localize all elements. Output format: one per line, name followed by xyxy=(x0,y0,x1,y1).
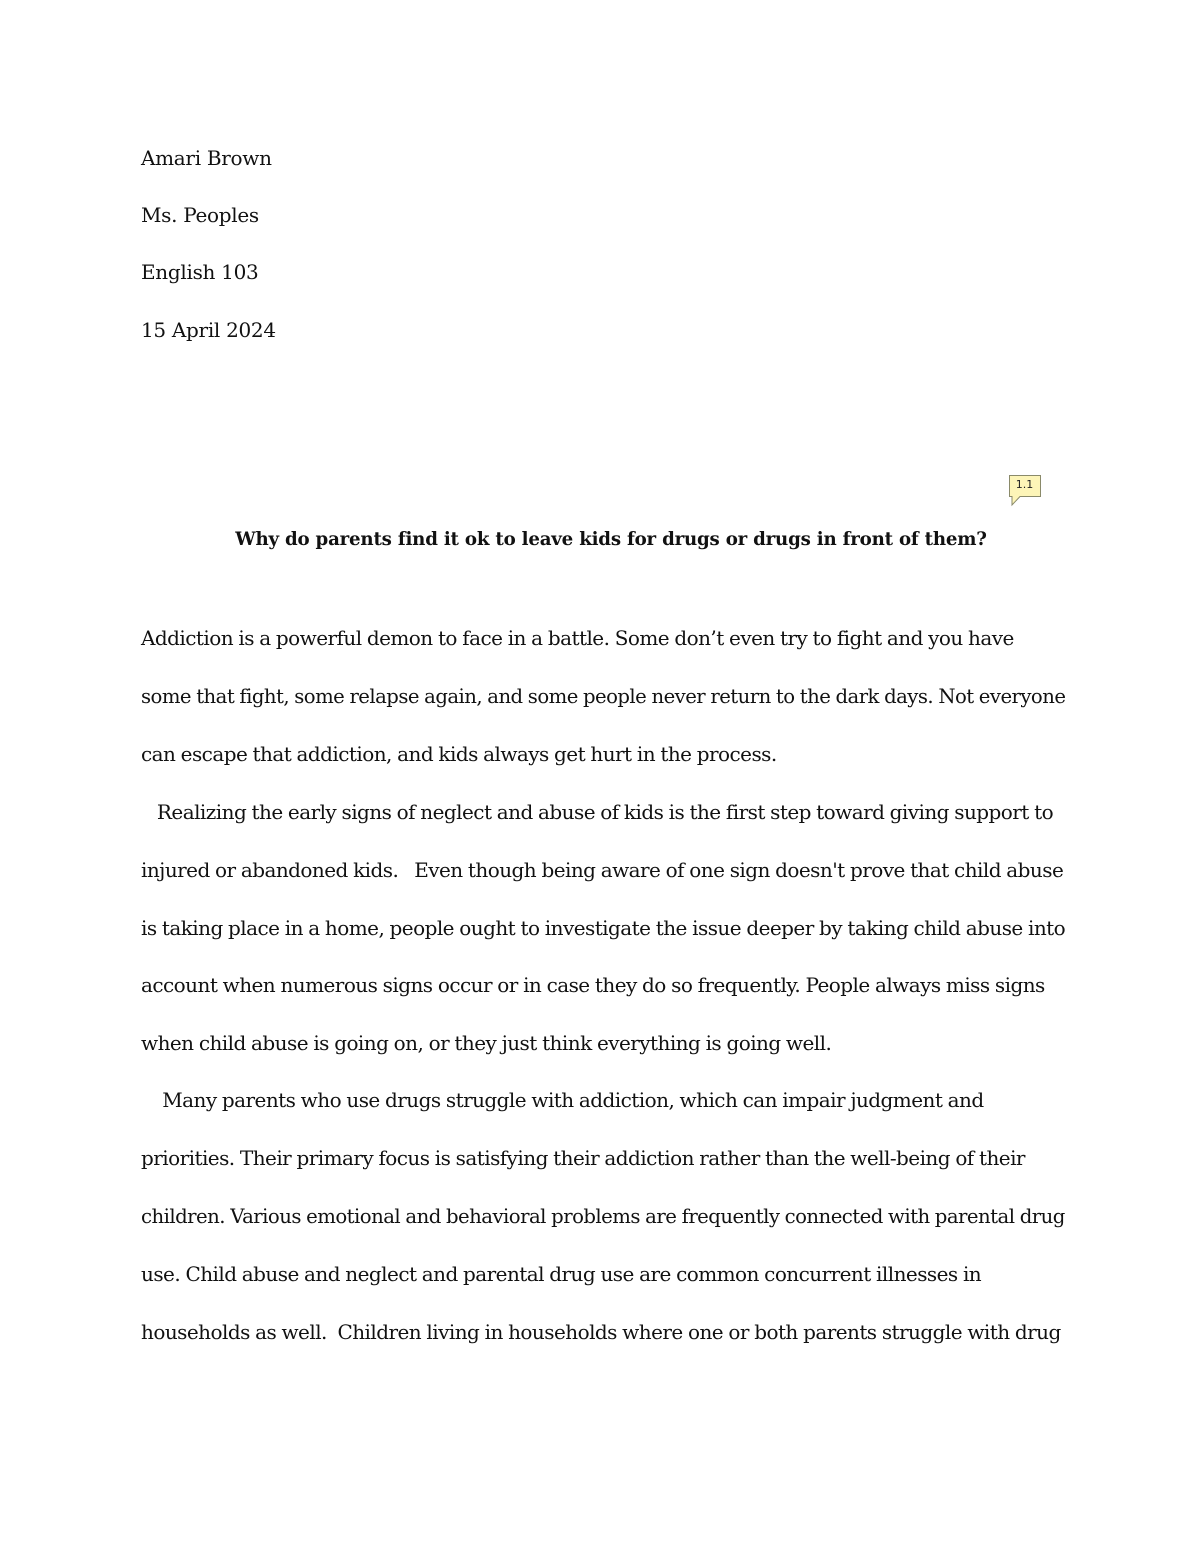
body-line: when child abuse is going on, or they just think everything is going well. xyxy=(141,1031,832,1055)
body-line: injured or abandoned kids. Even though being aware of one sign doesn't prove that child abuse xyxy=(141,858,1064,882)
body-line: use. Child abuse and neglect and parental drug use are common concurrent illnesses in xyxy=(141,1262,982,1286)
comment-marker-label: 1.1 xyxy=(1015,478,1034,491)
body-line: some that fight, some relapse again, and some people never return to the dark days. Not everyone xyxy=(141,684,1066,708)
comment-marker[interactable] xyxy=(1008,474,1042,508)
body-line: Many parents who use drugs struggle with addiction, which can impair judgment and xyxy=(141,1088,984,1112)
instructor-name: Ms. Peoples xyxy=(141,203,259,227)
body-line: Realizing the early signs of neglect and abuse of kids is the first step toward giving support to xyxy=(141,800,1054,824)
course-name: English 103 xyxy=(141,260,259,284)
body-line: can escape that addiction, and kids always get hurt in the process. xyxy=(141,742,777,766)
body-line: is taking place in a home, people ought to investigate the issue deeper by taking child abuse into xyxy=(141,916,1066,940)
essay-title: Why do parents find it ok to leave kids for drugs or drugs in front of them? xyxy=(235,529,987,550)
body-line: households as well. Children living in households where one or both parents struggle with drug xyxy=(141,1320,1061,1344)
document-date: 15 April 2024 xyxy=(141,318,276,342)
body-line: account when numerous signs occur or in case they do so frequently. People always miss signs xyxy=(141,973,1045,997)
body-line: children. Various emotional and behavioral problems are frequently connected with parental drug xyxy=(141,1204,1065,1228)
body-line: Addiction is a powerful demon to face in a battle. Some don’t even try to fight and you have xyxy=(141,626,1014,650)
body-line: priorities. Their primary focus is satisfying their addiction rather than the well-being of their xyxy=(141,1146,1025,1170)
student-name: Amari Brown xyxy=(141,146,272,170)
